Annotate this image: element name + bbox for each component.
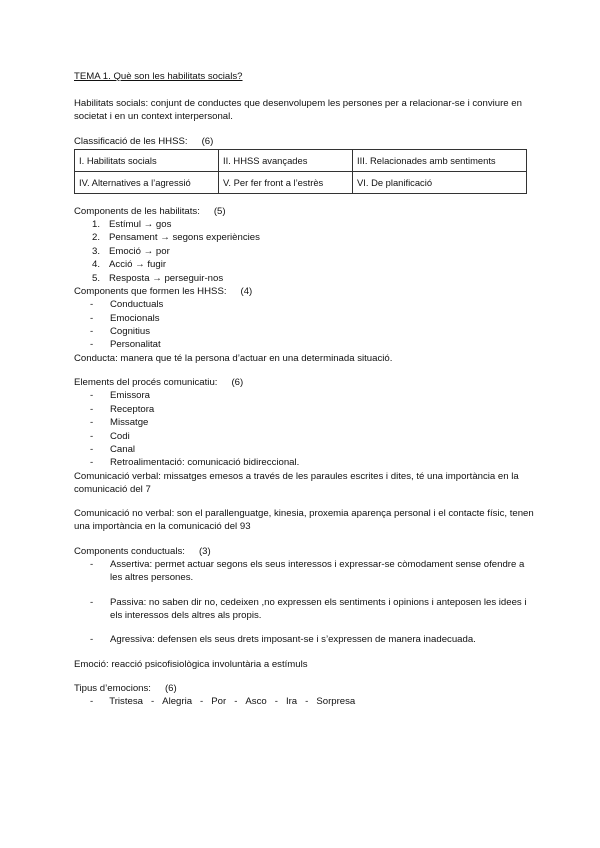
- definition-paragraph: Habilitats socials: conjunt de conductes que desenvolupem les persones per a relacionar-se i conviure en societat i en un context interpersonal.: [74, 98, 522, 123]
- list-item: - Passiva: no saben dir no, cedeixen ,no expressen els sentiments i opinions i anteposen les idees i els interessos dels altres als propis.: [90, 596, 527, 621]
- process-count: (6): [231, 377, 244, 389]
- list-item: - Cognitius: [90, 326, 150, 338]
- list-item: 1. Estímul → gos: [92, 219, 172, 231]
- table-cell: II. HHSS avançades: [219, 149, 353, 171]
- list-item: - Personalitat: [90, 339, 161, 351]
- list-item: Alegria: [162, 696, 193, 708]
- list-item: Asco: [245, 696, 267, 708]
- list-item: Tristesa: [109, 696, 143, 708]
- list-item: - Agressiva: defensen els seus drets imposant-se i s’expressen de manera inadecuada.: [90, 634, 476, 646]
- list-item: 4. Acció → fugir: [92, 259, 167, 271]
- classification-table: [74, 149, 527, 194]
- list-item: Sorpresa: [316, 696, 356, 708]
- emocio-paragraph: Emoció: reacció psicofisiològica involuntària a estímuls: [74, 658, 308, 670]
- table-cell: I. Habilitats socials: [75, 149, 219, 171]
- table-cell: IV. Alternatives a l’agressió: [75, 171, 219, 193]
- emotions-count: (6): [164, 682, 177, 694]
- process-heading-label: Elements del procés comunicatiu:: [74, 377, 218, 389]
- nonverbal-paragraph: Comunicació no verbal: son el parallenguatge, kinesia, proxemia aparença personal i el contacte físic, tenen una importància en la comunicació del 93: [74, 508, 534, 533]
- emotions-list: - Tristesa - Alegria - Por - Asco - Ira - Sorpresa: [90, 696, 356, 708]
- verbal-paragraph: Comunicació verbal: missatges emesos a través de les paraules escrites i dites, té una importància en la comunicació del 7: [74, 470, 519, 495]
- conducta-paragraph: Conducta: manera que té la persona d’actuar en una determinada situació.: [74, 352, 393, 364]
- forming-list: [74, 298, 534, 352]
- list-item: - Receptora: [90, 403, 155, 415]
- components-heading-label: Components de les habilitats:: [74, 205, 200, 217]
- forming-count: (4): [240, 286, 253, 298]
- list-item: - Retroalimentació: comunicació bidireccional.: [90, 457, 300, 469]
- list-item: 2. Pensament → segons experiències: [92, 232, 260, 244]
- forming-heading-label: Components que formen les HHSS:: [74, 286, 227, 298]
- components-heading: [74, 205, 534, 218]
- components-count: (5): [213, 205, 226, 217]
- page-title: TEMA 1. Què son les habilitats socials?: [74, 71, 243, 82]
- behavioral-list: [74, 558, 534, 647]
- table-cell: VI. De planificació: [353, 171, 527, 193]
- document-page: [74, 70, 534, 709]
- list-item: Por: [211, 696, 227, 708]
- behavioral-heading-label: Components conductuals:: [74, 545, 185, 557]
- list-item: - Emissora: [90, 390, 150, 402]
- classification-count: (6): [201, 135, 214, 147]
- behavioral-heading: [74, 545, 534, 558]
- emotions-heading: [74, 682, 534, 695]
- classification-heading: [74, 135, 534, 148]
- list-item: - Emocionals: [90, 312, 160, 324]
- behavioral-count: (3): [198, 545, 211, 557]
- emotions-heading-label: Tipus d’emocions:: [74, 682, 151, 694]
- list-item: - Assertiva: permet actuar segons els seus interessos i expressar-se còmodament sense ofendre a les altres persones.: [90, 558, 525, 584]
- forming-heading: [74, 285, 534, 298]
- list-item: - Missatge: [90, 417, 149, 429]
- process-heading: [74, 376, 534, 389]
- process-list: [74, 389, 534, 469]
- table-cell: III. Relacionades amb sentiments: [353, 149, 527, 171]
- table-cell: V. Per fer front a l’estrès: [219, 171, 353, 193]
- list-item: 3. Emoció → por: [92, 245, 170, 257]
- table-row: [75, 171, 527, 193]
- classification-heading-label: Classificació de les HHSS:: [74, 135, 188, 147]
- components-list: [74, 218, 534, 285]
- list-item: - Conductuals: [90, 299, 164, 311]
- list-item: 5. Resposta → perseguir-nos: [92, 272, 224, 284]
- table-row: [75, 149, 527, 171]
- list-item: Ira: [285, 696, 298, 708]
- list-item: - Canal: [90, 443, 136, 455]
- list-item: - Codi: [90, 430, 130, 442]
